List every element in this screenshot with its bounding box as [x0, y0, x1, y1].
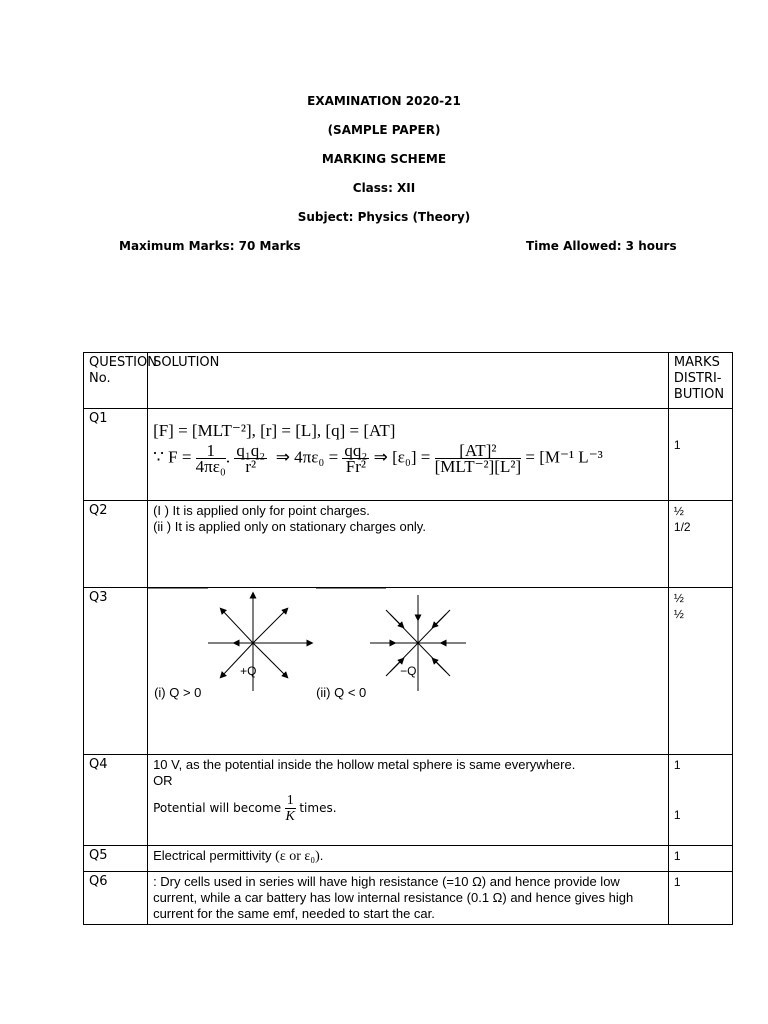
q2-marks: ½ 1/2	[668, 501, 732, 588]
positive-charge-field	[208, 595, 310, 691]
q5-symbol: (ε or ε₀)	[275, 849, 320, 864]
q4-alt	[153, 793, 663, 824]
q5-marks: 1	[668, 846, 732, 872]
q3-solution	[148, 588, 669, 755]
q5-text: Electrical permittivity	[153, 848, 272, 863]
q1-marks: 1	[668, 409, 732, 501]
q1-derivation: ∵ F = $\frac{1}{\text{4πε₀}}$ . $\frac{\text{q₁q₂}}{\text{r²}}$ ⇒ 4πε₀ = $\frac{\text{qq₂}}{\text{Fr²}}$ ⇒ [ε₀] = $\frac{\text{[AT]²}}{\text{[MLT⁻²][L²]}}$ = [M⁻¹ L⁻³	[153, 441, 603, 476]
q5-label: Q5	[84, 846, 148, 872]
table-header-row	[84, 353, 733, 409]
q2-solution	[148, 501, 669, 588]
q1-solution	[148, 409, 669, 501]
paper-type: (SAMPLE PAPER)	[327, 123, 441, 137]
q4-pot-pre: Potential will become	[153, 800, 282, 815]
q6-marks: 1	[668, 872, 732, 925]
q3-label: Q3	[84, 588, 148, 755]
table-row-q4	[84, 755, 733, 846]
time-allowed: Time Allowed: 3 hours	[526, 239, 677, 253]
q6-solution: : Dry cells used in series will have high resistance (=10 Ω) and hence provide low current, while a car battery has low internal resistance (0.1 Ω) and hence gives high current for the same emf, needed to start the car.	[148, 872, 669, 925]
negative-charge-field	[370, 595, 466, 691]
q1-frac-at: $\frac{\text{[AT]²}}{\text{[MLT⁻²][L²]}}$	[434, 441, 522, 476]
q4-label: Q4	[84, 755, 148, 846]
scheme-title: MARKING SCHEME	[321, 152, 447, 166]
q1-label: Q1	[84, 409, 148, 501]
field-lines-diagram	[148, 588, 650, 753]
q3-marks: ½ ½	[668, 588, 732, 755]
q6-label: Q6	[84, 872, 148, 925]
negative-charge-label: −Q	[400, 664, 417, 678]
q1-arrow-eps: ⇒ 4πε₀ =	[275, 447, 339, 467]
header-question: QUESTION No.	[84, 353, 148, 409]
caption-positive: (i) Q > 0	[154, 685, 202, 700]
table-row-q2	[84, 501, 733, 588]
q5-end: .	[319, 848, 324, 863]
q4-or: OR	[153, 773, 173, 788]
q1-frac-qq2: $\frac{\text{qq₂}}{\text{Fr²}}$	[344, 441, 368, 476]
q2-line1: (I ) It is applied only for point charges.	[153, 503, 370, 518]
q4-pot-post: times.	[299, 800, 337, 815]
positive-charge-label: +Q	[240, 664, 257, 678]
max-marks: Maximum Marks: 70 Marks	[119, 239, 301, 253]
exam-title: EXAMINATION 2020-21	[307, 94, 461, 108]
table-row-q1	[84, 409, 733, 501]
q1-result: = [M⁻¹ L⁻³	[525, 447, 603, 467]
marking-table	[83, 352, 733, 925]
header-solution: SOLUTION	[148, 353, 669, 409]
q4-marks: 1 1	[668, 755, 732, 846]
q1-dimensions: [F] = [MLT⁻²], [r] = [L], [q] = [AT]	[153, 421, 396, 440]
q2-line2: (ii ) It is applied only on stationary charges only.	[153, 519, 426, 534]
table-row-q6	[84, 872, 733, 925]
q4-solution	[148, 755, 669, 846]
q1-since: ∵ F =	[153, 447, 192, 467]
table-row-q5	[84, 846, 733, 872]
q2-label: Q2	[84, 501, 148, 588]
q4-line1: 10 V, as the potential inside the hollow metal sphere is same everywhere.	[153, 757, 576, 772]
q1-arrow-e0: ⇒ [ε₀] =	[373, 447, 431, 467]
header-marks: MARKS DISTRI- BUTION	[668, 353, 732, 409]
q1-frac-one: $\frac{1}{\text{4πε₀}}$	[195, 441, 226, 476]
q4-frac: $\frac{1}{K}$	[285, 793, 295, 824]
class-label: Class: XII	[352, 181, 416, 195]
q5-solution	[148, 846, 669, 872]
subject-label: Subject: Physics (Theory)	[297, 210, 471, 224]
caption-negative: (ii) Q < 0	[316, 685, 367, 700]
table-row-q3	[84, 588, 733, 755]
q1-frac-q1q2: $\frac{\text{q₁q₂}}{\text{r²}}$	[236, 441, 266, 476]
